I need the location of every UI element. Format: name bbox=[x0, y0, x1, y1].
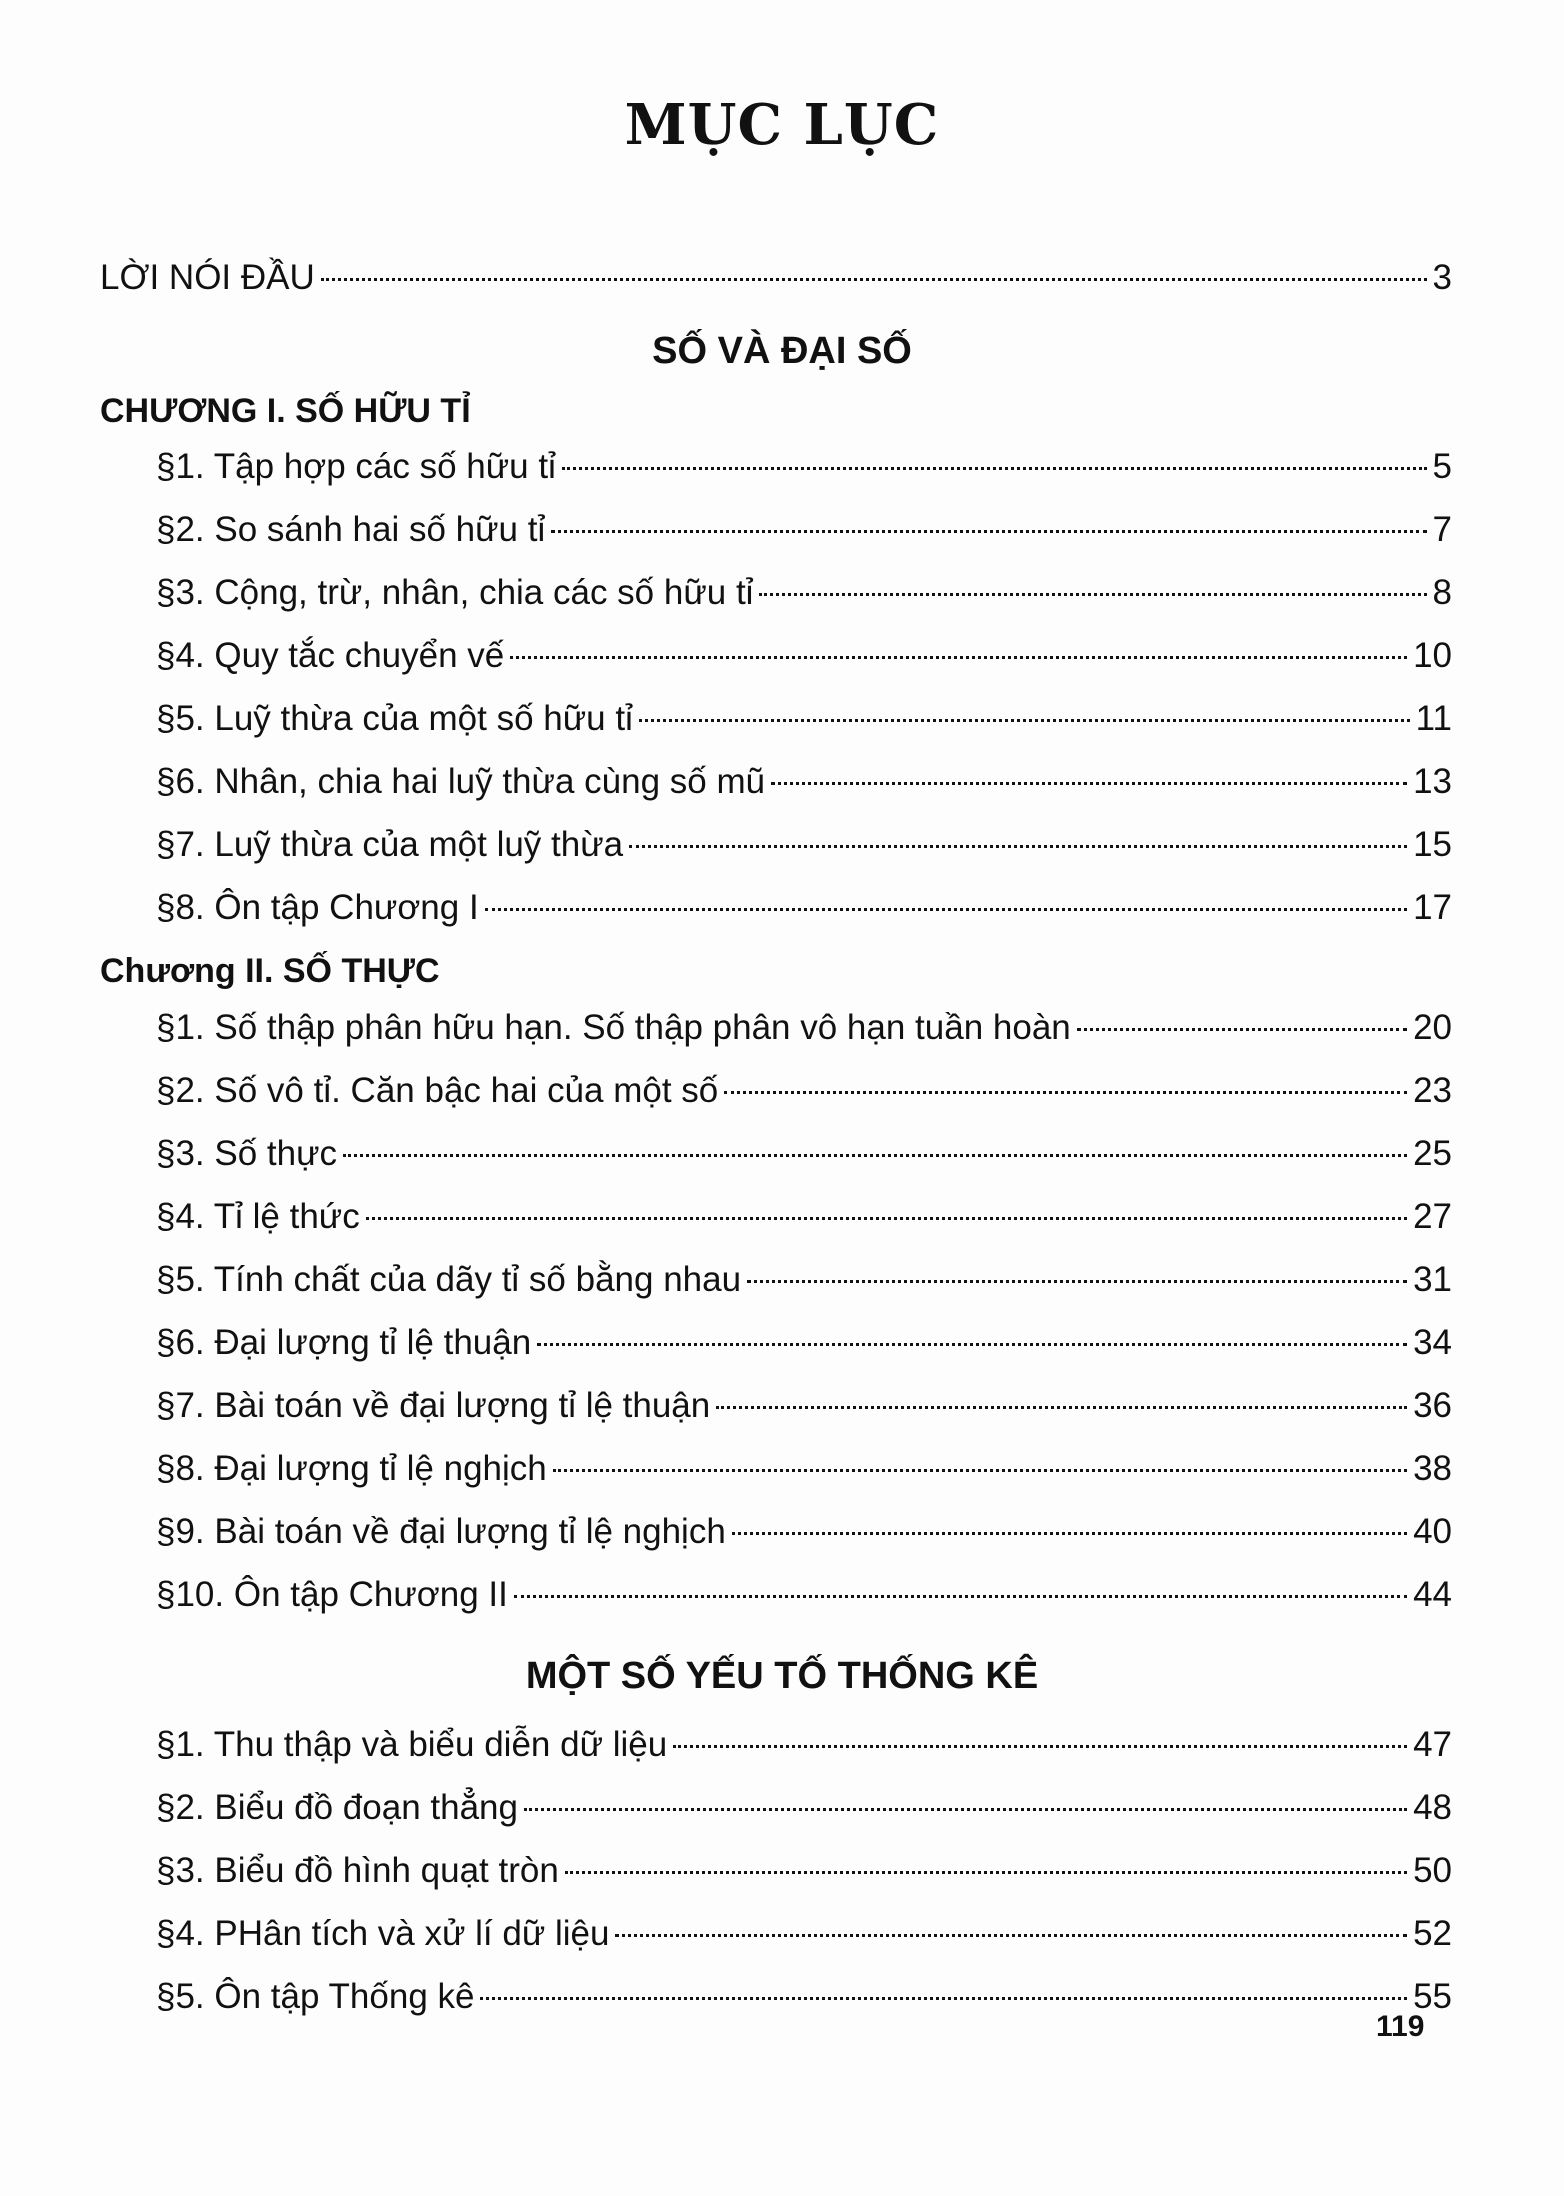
toc-leader-dots bbox=[480, 1997, 1407, 2000]
toc-entry-page: 20 bbox=[1413, 1008, 1452, 1047]
toc-leader-dots bbox=[321, 278, 1427, 281]
toc-entry-text: §2. So sánh hai số hữu tỉ bbox=[156, 510, 546, 549]
toc-entry-page: 10 bbox=[1413, 636, 1452, 675]
toc-leader-dots bbox=[673, 1745, 1407, 1748]
toc-leader-dots bbox=[553, 1469, 1407, 1472]
toc-leader-dots bbox=[562, 467, 1427, 470]
toc-entry-text: §3. Số thực bbox=[156, 1134, 338, 1173]
toc-entry-page: 52 bbox=[1413, 1914, 1452, 1953]
toc-entry-preface bbox=[100, 258, 1452, 298]
toc-entry-page: 47 bbox=[1413, 1725, 1452, 1764]
toc-entry-page: 23 bbox=[1413, 1071, 1452, 1110]
toc-entry bbox=[156, 1725, 1452, 1765]
toc-entry-page: 7 bbox=[1432, 510, 1452, 549]
toc-leader-dots bbox=[366, 1217, 1407, 1220]
toc-entry bbox=[156, 1323, 1452, 1363]
toc-leader-dots bbox=[551, 530, 1426, 533]
toc-entry-text: §5. Ôn tập Thống kê bbox=[156, 1977, 475, 2016]
toc-entry bbox=[156, 510, 1452, 550]
toc-entry-page: 38 bbox=[1413, 1449, 1452, 1488]
toc-entry-text: §4. Tỉ lệ thức bbox=[156, 1197, 360, 1236]
toc-entry-page: 27 bbox=[1413, 1197, 1452, 1236]
toc-entry-page: 5 bbox=[1432, 447, 1452, 486]
section-heading-algebra: SỐ VÀ ĐẠI SỐ bbox=[652, 330, 912, 372]
toc-entry-page: 55 bbox=[1413, 1977, 1452, 2016]
toc-entry-page: 36 bbox=[1413, 1386, 1452, 1425]
toc-entry-text: §1. Tập hợp các số hữu tỉ bbox=[156, 447, 556, 486]
section-heading-statistics: MỘT SỐ YẾU TỐ THỐNG KÊ bbox=[525, 1655, 1039, 1697]
toc-entry-text: §1. Số thập phân hữu hạn. Số thập phân vô hạn tuần hoàn bbox=[156, 1008, 1071, 1047]
chapter-heading-1: CHƯƠNG I. SỐ HỮU TỈ bbox=[100, 392, 471, 430]
page-number: 119 bbox=[1376, 2010, 1425, 2043]
toc-entry-page: 44 bbox=[1413, 1575, 1452, 1614]
toc-entry bbox=[156, 1512, 1452, 1552]
toc-leader-dots bbox=[732, 1532, 1407, 1535]
toc-entry-text: §7. Luỹ thừa của một luỹ thừa bbox=[156, 825, 624, 864]
toc-entry bbox=[156, 762, 1452, 802]
toc-leader-dots bbox=[716, 1406, 1407, 1409]
toc-entry-text: §1. Thu thập và biểu diễn dữ liệu bbox=[156, 1725, 668, 1764]
toc-leader-dots bbox=[724, 1091, 1407, 1094]
toc-entry-text: §6. Nhân, chia hai luỹ thừa cùng số mũ bbox=[156, 762, 766, 801]
toc-leader-dots bbox=[629, 845, 1407, 848]
toc-entry bbox=[156, 447, 1452, 487]
toc-leader-dots bbox=[771, 782, 1407, 785]
toc-entry bbox=[156, 1260, 1452, 1300]
toc-entry-text: §8. Ôn tập Chương I bbox=[156, 888, 479, 927]
toc-leader-dots bbox=[514, 1595, 1407, 1598]
toc-entry bbox=[156, 825, 1452, 865]
toc-entry-text: §2. Số vô tỉ. Căn bậc hai của một số bbox=[156, 1071, 719, 1110]
toc-leader-dots bbox=[485, 908, 1407, 911]
toc-entry-text: §5. Luỹ thừa của một số hữu tỉ bbox=[156, 699, 633, 738]
toc-leader-dots bbox=[343, 1154, 1407, 1157]
toc-entry-page: 50 bbox=[1413, 1851, 1452, 1890]
toc-entry-text: §4. Quy tắc chuyển vế bbox=[156, 636, 505, 675]
toc-entry-page: 34 bbox=[1413, 1323, 1452, 1362]
toc-entry-page: 31 bbox=[1413, 1260, 1452, 1299]
toc-leader-dots bbox=[524, 1808, 1407, 1811]
chapter-heading-2: Chương II. SỐ THỰC bbox=[100, 952, 440, 990]
toc-entry-text: §9. Bài toán về đại lượng tỉ lệ nghịch bbox=[156, 1512, 726, 1551]
toc-entry-text: §2. Biểu đồ đoạn thẳng bbox=[156, 1788, 518, 1827]
toc-entry-page: 40 bbox=[1413, 1512, 1452, 1551]
toc-entry-text: §3. Cộng, trừ, nhân, chia các số hữu tỉ bbox=[156, 573, 754, 612]
toc-entry-text: §5. Tính chất của dãy tỉ số bằng nhau bbox=[156, 1260, 742, 1299]
toc-entry-text: §7. Bài toán về đại lượng tỉ lệ thuận bbox=[156, 1386, 711, 1425]
toc-leader-dots bbox=[1077, 1028, 1407, 1031]
toc-leader-dots bbox=[639, 719, 1410, 722]
toc-entry bbox=[156, 1071, 1452, 1111]
toc-entry-page: 25 bbox=[1413, 1134, 1452, 1173]
toc-leader-dots bbox=[615, 1934, 1407, 1937]
toc-entry bbox=[156, 1449, 1452, 1489]
toc-entry-text: §10. Ôn tập Chương II bbox=[156, 1575, 508, 1614]
toc-entry bbox=[156, 636, 1452, 676]
toc-entry bbox=[156, 1134, 1452, 1174]
toc-entry bbox=[156, 699, 1452, 739]
toc-entry-page: 8 bbox=[1432, 573, 1452, 612]
toc-leader-dots bbox=[747, 1280, 1407, 1283]
toc-entry-text: LỜI NÓI ĐẦU bbox=[100, 258, 315, 297]
toc-entry bbox=[156, 1197, 1452, 1237]
toc-entry-page: 3 bbox=[1432, 258, 1452, 297]
toc-entry bbox=[156, 1977, 1452, 2017]
toc-entry bbox=[156, 1575, 1452, 1615]
toc-entry-text: §3. Biểu đồ hình quạt tròn bbox=[156, 1851, 559, 1890]
toc-entry-text: §8. Đại lượng tỉ lệ nghịch bbox=[156, 1449, 547, 1488]
toc-entry bbox=[156, 1914, 1452, 1954]
toc-entry-page: 17 bbox=[1413, 888, 1452, 927]
toc-leader-dots bbox=[759, 593, 1426, 596]
toc-leader-dots bbox=[537, 1343, 1407, 1346]
toc-entry-page: 15 bbox=[1413, 825, 1452, 864]
toc-entry-text: §6. Đại lượng tỉ lệ thuận bbox=[156, 1323, 532, 1362]
page-title: MỤC LỤC bbox=[624, 92, 940, 158]
toc-entry-page: 48 bbox=[1413, 1788, 1452, 1827]
toc-entry-page: 13 bbox=[1413, 762, 1452, 801]
toc-entry bbox=[156, 1386, 1452, 1426]
toc-entry-text: §4. PHân tích và xử lí dữ liệu bbox=[156, 1914, 610, 1953]
toc-entry bbox=[156, 1788, 1452, 1828]
toc-leader-dots bbox=[510, 656, 1407, 659]
toc-entry bbox=[156, 888, 1452, 928]
toc-entry-page: 11 bbox=[1415, 699, 1452, 738]
toc-entry bbox=[156, 573, 1452, 613]
toc-leader-dots bbox=[565, 1871, 1407, 1874]
toc-entry bbox=[156, 1008, 1452, 1048]
toc-entry bbox=[156, 1851, 1452, 1891]
